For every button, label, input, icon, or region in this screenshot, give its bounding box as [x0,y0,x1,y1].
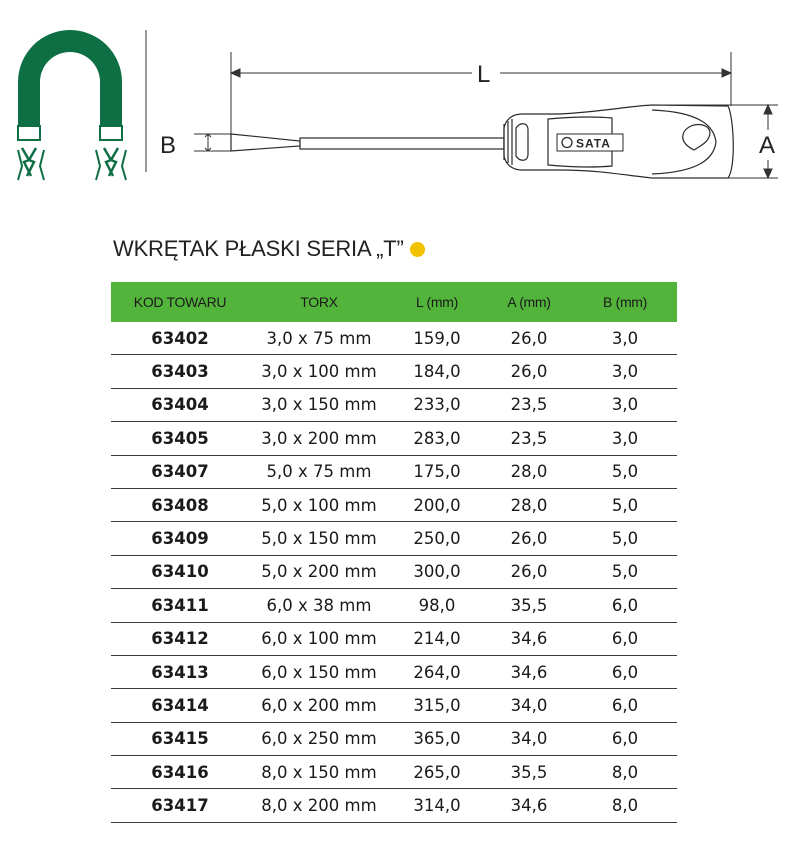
cell-torx: 6,0 x 100 mm [249,622,389,655]
cell-code: 63408 [111,488,249,521]
cell-a: 28,0 [485,455,573,488]
magnetic-tip-icon [18,30,126,180]
cell-code: 63415 [111,722,249,755]
cell-torx: 6,0 x 200 mm [249,689,389,722]
table-row [111,488,677,521]
cell-b: 5,0 [573,522,677,555]
cell-code: 63410 [111,555,249,588]
column-header-l: L (mm) [389,282,485,322]
sata-logo-text: SATA [576,136,611,151]
cell-torx: 3,0 x 100 mm [249,355,389,388]
table-row [111,689,677,722]
cell-a: 35,5 [485,756,573,789]
table-row [111,355,677,388]
cell-torx: 5,0 x 75 mm [249,455,389,488]
cell-b: 5,0 [573,488,677,521]
cell-b: 5,0 [573,555,677,588]
column-header-a: A (mm) [485,282,573,322]
cell-b: 6,0 [573,622,677,655]
cell-torx: 5,0 x 150 mm [249,522,389,555]
cell-torx: 3,0 x 75 mm [249,322,389,355]
cell-b: 8,0 [573,789,677,822]
cell-l: 200,0 [389,488,485,521]
table-header [111,282,677,322]
cell-l: 365,0 [389,722,485,755]
cell-torx: 3,0 x 200 mm [249,422,389,455]
dimension-b [194,134,232,151]
cell-a: 28,0 [485,488,573,521]
cell-code: 63405 [111,422,249,455]
cell-b: 8,0 [573,756,677,789]
cell-l: 98,0 [389,589,485,622]
table-row [111,555,677,588]
table-row [111,522,677,555]
cell-l: 175,0 [389,455,485,488]
cell-code: 63402 [111,322,249,355]
cell-code: 63403 [111,355,249,388]
table-row [111,622,677,655]
screwdriver-blade [231,134,504,151]
table-row [111,422,677,455]
table-row [111,589,677,622]
dimension-label-a: A [759,132,776,159]
table-row [111,655,677,688]
cell-code: 63411 [111,589,249,622]
cell-b: 3,0 [573,322,677,355]
cell-a: 26,0 [485,555,573,588]
dimension-label-b: B [160,132,177,159]
cell-torx: 5,0 x 100 mm [249,488,389,521]
column-header-code: KOD TOWARU [111,282,249,322]
table-row [111,322,677,355]
cell-code: 63412 [111,622,249,655]
cell-l: 314,0 [389,789,485,822]
product-spec-table [111,282,677,823]
cell-b: 3,0 [573,422,677,455]
table-row [111,789,677,822]
cell-torx: 8,0 x 200 mm [249,789,389,822]
cell-torx: 6,0 x 150 mm [249,655,389,688]
table-row [111,455,677,488]
sata-logo-icon [557,134,623,151]
table-row [111,388,677,421]
table-body [111,322,677,822]
cell-l: 283,0 [389,422,485,455]
column-header-torx: TORX [249,282,389,322]
cell-l: 159,0 [389,322,485,355]
cell-l: 250,0 [389,522,485,555]
cell-code: 63407 [111,455,249,488]
cell-a: 34,6 [485,622,573,655]
cell-l: 264,0 [389,655,485,688]
cell-a: 34,6 [485,789,573,822]
cell-l: 233,0 [389,388,485,421]
cell-l: 315,0 [389,689,485,722]
screwdriver-dimension-diagram [0,0,800,200]
cell-a: 26,0 [485,322,573,355]
cell-a: 34,0 [485,722,573,755]
table-header-row [111,282,677,322]
cell-a: 26,0 [485,355,573,388]
cell-l: 184,0 [389,355,485,388]
cell-code: 63413 [111,655,249,688]
cell-a: 23,5 [485,422,573,455]
cell-a: 34,6 [485,655,573,688]
cell-b: 6,0 [573,589,677,622]
cell-a: 35,5 [485,589,573,622]
table-row [111,756,677,789]
cell-torx: 6,0 x 250 mm [249,722,389,755]
cell-b: 3,0 [573,355,677,388]
section-title [113,234,425,264]
cell-torx: 5,0 x 200 mm [249,555,389,588]
cell-b: 3,0 [573,388,677,421]
cell-torx: 3,0 x 150 mm [249,388,389,421]
cell-a: 26,0 [485,522,573,555]
cell-code: 63416 [111,756,249,789]
cell-a: 23,5 [485,388,573,421]
cell-b: 6,0 [573,655,677,688]
series-dot-icon [410,242,425,257]
cell-b: 6,0 [573,722,677,755]
cell-l: 265,0 [389,756,485,789]
cell-code: 63409 [111,522,249,555]
cell-code: 63414 [111,689,249,722]
cell-code: 63417 [111,789,249,822]
cell-a: 34,0 [485,689,573,722]
section-title-text: WKRĘTAK PŁASKI SERIA „T” [113,236,404,261]
cell-b: 6,0 [573,689,677,722]
cell-torx: 6,0 x 38 mm [249,589,389,622]
cell-b: 5,0 [573,455,677,488]
dimension-label-l: L [477,61,491,88]
cell-l: 214,0 [389,622,485,655]
cell-torx: 8,0 x 150 mm [249,756,389,789]
cell-code: 63404 [111,388,249,421]
cell-l: 300,0 [389,555,485,588]
table-row [111,722,677,755]
column-header-b: B (mm) [573,282,677,322]
